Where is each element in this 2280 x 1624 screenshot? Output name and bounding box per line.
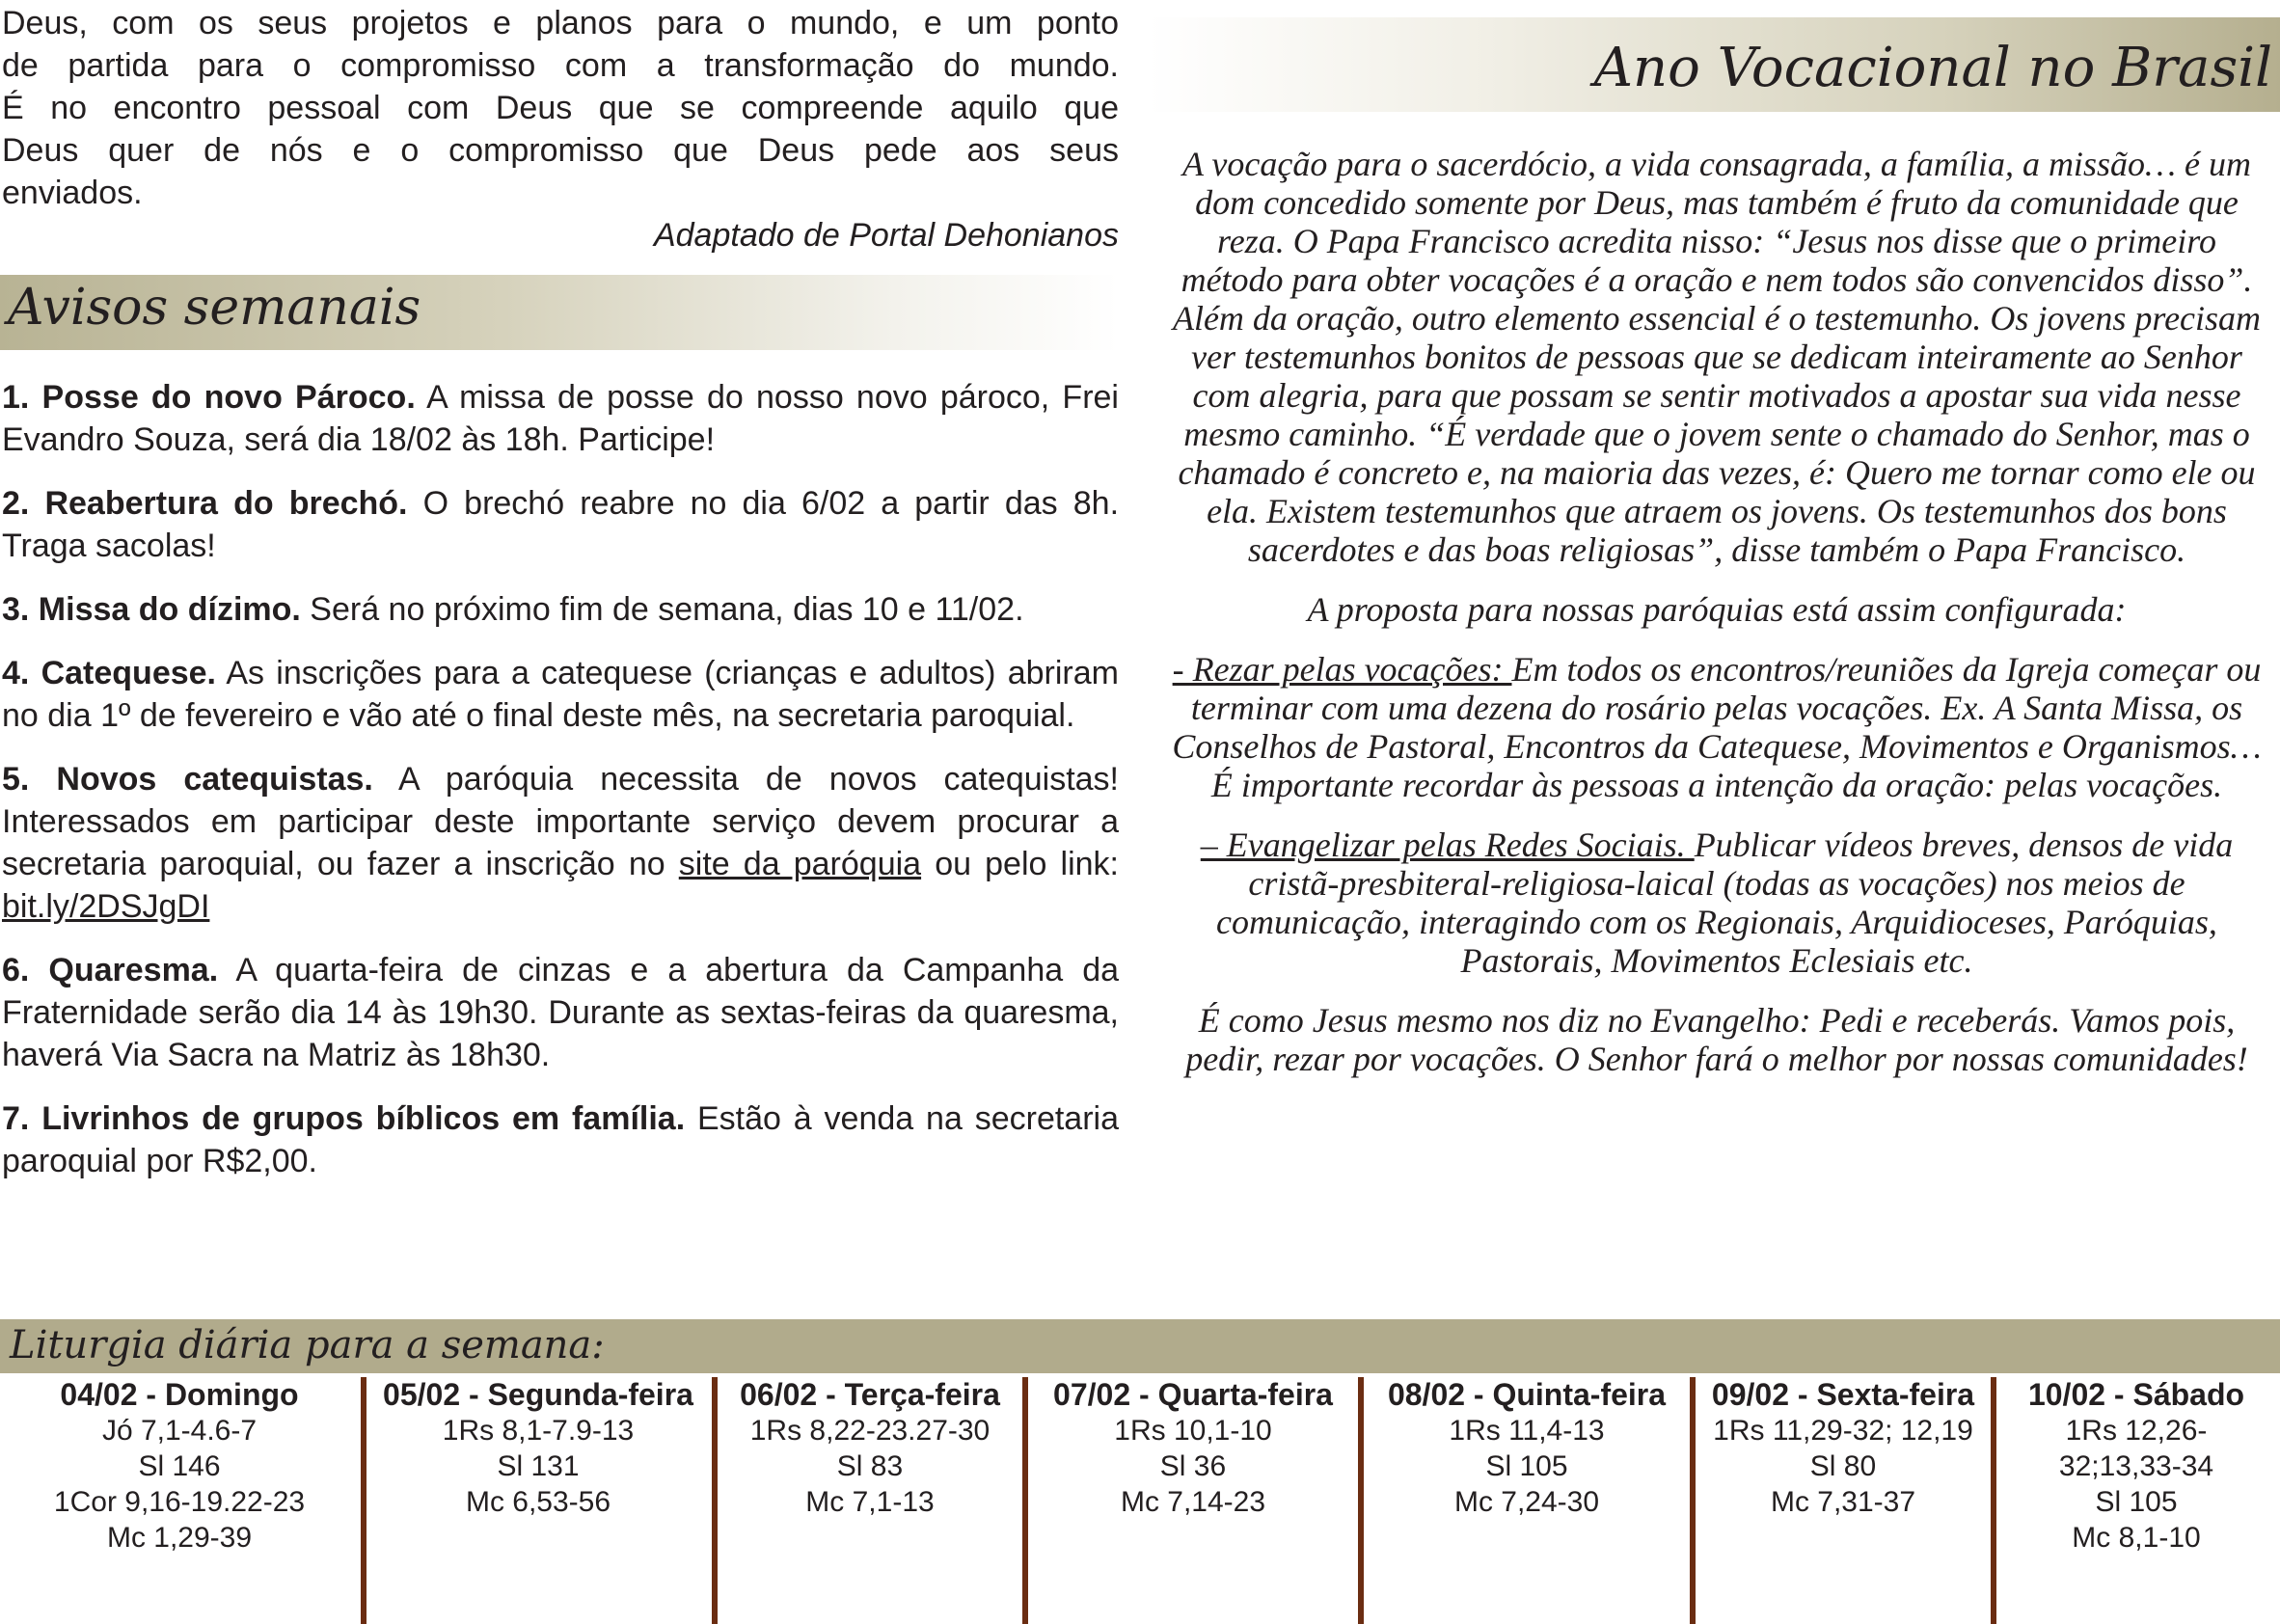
- notice-text: As inscrições para a catequese (crianças e adultos) abriram no dia 1º de fevereiro e vão até o final deste mês, na secretaria paroquial.: [2, 655, 1119, 734]
- day-separator: [1991, 1377, 1996, 1624]
- notice-item: [2, 1097, 1119, 1182]
- reading: Mc 7,31-37: [1770, 1486, 1916, 1518]
- notice-text: A quarta-feira de cinzas e a abertura da Campanha da Fraternidade serão dia 14 às 19h30. Durante as sextas-feiras da quaresma, haverá Via Sacra na Matriz às 18h30.: [2, 952, 1120, 1073]
- reading: Sl 36: [1159, 1450, 1227, 1482]
- notice-text: A missa de posse do nosso novo pároco, Frei Evandro Souza, será dia 18/02 às 18h. Participe!: [2, 379, 1119, 458]
- day-title: 10/02 - Sábado: [2027, 1377, 2245, 1412]
- reading: Mc 1,29-39: [106, 1522, 253, 1554]
- site-link[interactable]: site da paróquia: [678, 846, 922, 882]
- day-column: [1696, 1377, 1991, 1624]
- reading: Sl 105: [1485, 1450, 1568, 1482]
- reading: Mc 6,53-56: [465, 1486, 611, 1518]
- reading: Mc 7,1-13: [805, 1486, 935, 1518]
- notice-title: 7. Livrinhos de grupos bíblicos em família.: [2, 1100, 686, 1137]
- reading: Sl 80: [1809, 1450, 1877, 1482]
- liturgy-title: Liturgia diária para a semana:: [10, 1323, 605, 1367]
- reading: 1Rs 10,1-10: [1114, 1415, 1272, 1447]
- intro-line: É no encontro pessoal com Deus que se compreende aquilo que: [2, 90, 1119, 126]
- intro-line: de partida para o compromisso com a transformação do mundo.: [2, 47, 1119, 84]
- notice-title: 6. Quaresma.: [2, 952, 219, 988]
- notice-item: [2, 588, 1119, 631]
- notice-item: [2, 652, 1119, 737]
- day-title: 04/02 - Domingo: [60, 1377, 299, 1412]
- reading: Jó 7,1-4.6-7: [101, 1415, 258, 1447]
- avisos-title: Avisos semanais: [8, 279, 421, 337]
- intro-line: enviados.: [2, 175, 143, 211]
- reading: 1Rs 11,29-32; 12,19: [1713, 1415, 1973, 1447]
- intro-line: Deus quer de nós e o compromisso que Deus pede aos seus: [2, 132, 1119, 169]
- notice-text: O brechó reabre no dia 6/02 a partir das 8h. Traga sacolas!: [2, 485, 1120, 564]
- day-title: 08/02 - Quinta-feira: [1387, 1377, 1667, 1412]
- ano-vocacional-title: Ano Vocacional no Brasil: [1593, 37, 2272, 99]
- liturgy-header-band: [0, 1319, 2280, 1373]
- liturgy-days: [0, 1377, 2280, 1624]
- closing-paragraph: É como Jesus mesmo nos diz no Evangelho: Pedi e receberás. Vamos pois, pedir, rezar por vocações. O Senhor fará o melhor por nossas comunidades!: [1185, 1001, 2248, 1078]
- reading: 32;13,33-34: [2058, 1450, 2214, 1482]
- reading: Mc 7,14-23: [1120, 1486, 1266, 1518]
- reading: 1Rs 12,26-: [2065, 1415, 2208, 1447]
- notice-item: [2, 376, 1119, 461]
- reading: Mc 7,24-30: [1453, 1486, 1600, 1518]
- day-title: 06/02 - Terça-feira: [740, 1377, 1000, 1412]
- notice-text: Estão à venda na secretaria paroquial por R$2,00.: [2, 1100, 1119, 1179]
- notice-title: 1. Posse do novo Pároco.: [2, 379, 416, 416]
- avisos-header-band: [0, 275, 1119, 350]
- day-separator: [712, 1377, 718, 1624]
- vocation-paragraph: A vocação para o sacerdócio, a vida consagrada, a família, a missão… é um dom concedido somente por Deus, mas também é fruto da comunidade que reza. O Papa Francisco acredita nisso: “Jesus nos disse que o primeiro método para obter vocações é a oração e nem todos são convencidos disso”. Além da oração, outro elemento essencial é o testemunho. Os jovens precisam ver testemunhos bonitos de pessoas que se dedicam inteiramente ao Senhor com alegria, para que possam se sentir motivados a apostar sua vida nesse mesmo caminho. “É verdade que o jovem sente o chamado do Senhor, mas o chamado é concreto e, na maioria das vezes, é: Quero me tornar como ele ou ela. Existem testemunhos que atraem os jovens. Os testemunhos dos bons sacerdotes e das boas religiosas”, disse também o Papa Francisco.: [1172, 145, 2262, 569]
- reading: Mc 8,1-10: [2072, 1522, 2201, 1554]
- day-column: [366, 1377, 710, 1624]
- day-title: 07/02 - Quarta-feira: [1053, 1377, 1333, 1412]
- intro-line: Deus, com os seus projetos e planos para o mundo, e um ponto: [2, 5, 1119, 41]
- evangelize-lead: – Evangelizar pelas Redes Sociais.: [1200, 826, 1695, 864]
- ano-vocacional-header-band: [1148, 17, 2280, 112]
- evangelize-text: Publicar vídeos breves, densos de vida cristã-presbiteral-religiosa-laical (todas as vocações) nos meios de comunicação, interagindo com os Regionais, Arquidioceses, Paróquias, Pastorais, Movimentos Eclesiais etc.: [1216, 826, 2234, 980]
- reading: Sl 105: [2095, 1486, 2178, 1518]
- notice-text: A paróquia necessita de novos catequistas! Interessados em participar deste importante serviço devem procurar a secretaria paroquial, ou fazer a inscrição no: [2, 761, 1119, 882]
- pray-paragraph: [1162, 650, 2271, 804]
- day-title: 09/02 - Sexta-feira: [1711, 1377, 1975, 1412]
- notice-title: 3. Missa do dízimo.: [2, 591, 301, 628]
- notice-item: [2, 482, 1119, 567]
- evangelize-paragraph: [1162, 826, 2271, 980]
- reading: 1Rs 8,1-7.9-13: [442, 1415, 635, 1447]
- day-column: [1028, 1377, 1358, 1624]
- reading: Sl 83: [836, 1450, 904, 1482]
- notices-list: [2, 376, 1119, 1204]
- notice-title: 4. Catequese.: [2, 655, 216, 691]
- notice-item: [2, 949, 1119, 1076]
- reading: 1Rs 8,22-23.27-30: [749, 1415, 991, 1447]
- proposal-intro: A proposta para nossas paróquias está assim configurada:: [1307, 590, 2127, 629]
- day-column: [718, 1377, 1022, 1624]
- intro-text: [2, 2, 1119, 257]
- reading: 1Cor 9,16-19.22-23: [53, 1486, 306, 1518]
- reading: 1Rs 11,4-13: [1449, 1415, 1605, 1447]
- pray-lead: - Rezar pelas vocações:: [1172, 650, 1512, 689]
- right-column: [1162, 145, 2271, 1099]
- notice-title: 5. Novos catequistas.: [2, 761, 373, 798]
- reading: Sl 131: [497, 1450, 580, 1482]
- day-separator: [1358, 1377, 1364, 1624]
- day-column: [1996, 1377, 2276, 1624]
- day-title: 05/02 - Segunda-feira: [383, 1377, 693, 1412]
- day-separator: [1690, 1377, 1696, 1624]
- short-link[interactable]: bit.ly/2DSJgDI: [2, 888, 210, 925]
- day-separator: [361, 1377, 366, 1624]
- attribution: Adaptado de Portal Dehonianos: [653, 217, 1119, 254]
- notice-text: ou pelo link:: [921, 846, 1120, 882]
- day-separator: [1022, 1377, 1028, 1624]
- day-column: [0, 1377, 359, 1624]
- notice-item: [2, 758, 1119, 928]
- day-column: [1364, 1377, 1690, 1624]
- notice-text: Será no próximo fim de semana, dias 10 e 11/02.: [300, 591, 1024, 628]
- notice-title: 2. Reabertura do brechó.: [2, 485, 408, 522]
- reading: Sl 146: [138, 1450, 221, 1482]
- pray-text: Em todos os encontros/reuniões da Igreja começar ou terminar com uma dezena do rosário pelas vocações. Ex. A Santa Missa, os Conselhos de Pastoral, Encontros da Catequese, Movimentos e Organismos… É importante recordar às pessoas a intenção da oração: pelas vocações.: [1172, 650, 2262, 804]
